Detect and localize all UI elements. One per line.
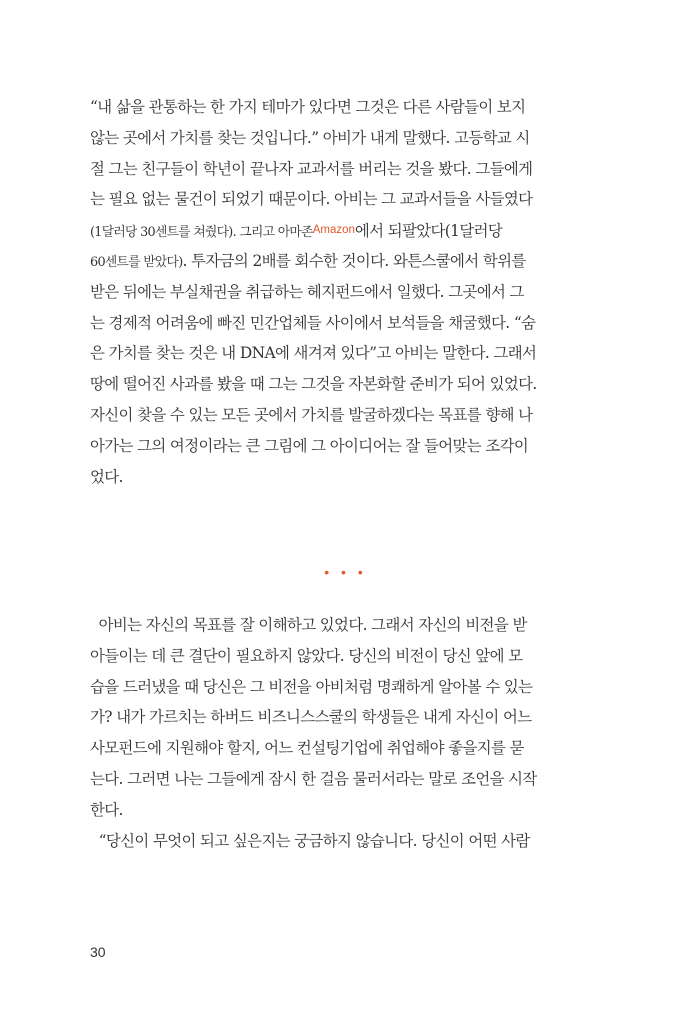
text-line-with-english-gloss xyxy=(90,215,553,246)
text-line: 받은 뒤에는 부실채권을 취급하는 헤지펀드에서 일했다. 그곳에서 그 xyxy=(90,282,524,301)
text-line: 는 경제적 어려움에 빠진 민간업체들 사이에서 보석들을 채굴했다. “숨 xyxy=(90,313,536,332)
text-line: 자신이 찾을 수 있는 모든 곳에서 가치를 발굴하겠다는 목표를 향해 나 xyxy=(90,405,533,424)
text-line: 사모펀드에 지원해야 할지, 어느 컨설팅기업에 취업해야 좋을지를 묻 xyxy=(90,739,524,758)
text-line: 아비는 자신의 목표를 잘 이해하고 있었다. 그래서 자신의 비전을 받 xyxy=(90,616,527,634)
text-line: 은 가치를 찾는 것은 내 DNA에 새겨져 있다”고 아비는 말한다. 그래서 xyxy=(90,344,537,363)
text-fragment: 에서 되팔았다(1달러당 xyxy=(354,222,503,241)
text-fragment: . 투자금의 2배를 회수한 것이다. 와튼스쿨에서 학위를 xyxy=(182,251,526,270)
section-divider: • • • xyxy=(324,564,367,580)
text-line: 땅에 떨어진 사과를 봤을 때 그는 그것을 자본화할 준비가 되어 있었다. xyxy=(90,375,537,394)
text-fragment: (1달러당 30센트를 쳐줬다). 그리고 아마존 xyxy=(90,225,313,241)
text-line: 절 그는 친구들이 학년이 끝나자 교과서를 버리는 것을 봤다. 그들에게 xyxy=(90,159,533,178)
text-line: 었다. xyxy=(90,467,123,486)
text-line xyxy=(90,246,553,277)
paragraph-section-2 xyxy=(90,610,553,856)
text-line: “내 삶을 관통하는 한 가지 테마가 있다면 그것은 다른 사람들이 보지 xyxy=(90,98,526,116)
text-line: 한다. xyxy=(90,800,123,819)
text-line: “당신이 무엇이 되고 싶은지는 궁금하지 않습니다. 당신이 어떤 사람 xyxy=(90,831,530,850)
text-line: 습을 드러냈을 때 당신은 그 비전을 아비처럼 명쾌하게 알아볼 수 있는 xyxy=(90,677,533,696)
text-line: 는다. 그러면 나는 그들에게 잠시 한 걸음 물러서라는 말로 조언을 시작 xyxy=(90,769,537,788)
text-line: 는 필요 없는 물건이 되었기 때문이다. 아비는 그 교과서들을 사들였다 xyxy=(90,190,533,209)
paragraph-section-1 xyxy=(90,92,553,492)
page-number: 30 xyxy=(90,944,106,960)
english-gloss-amazon: Amazon xyxy=(312,224,355,237)
text-line: 않는 곳에서 가치를 찾는 것입니다.” 아비가 내게 말했다. 고등학교 시 xyxy=(90,128,530,147)
text-line: 가? 내가 가르치는 하버드 비즈니스스쿨의 학생들은 내게 자신이 어느 xyxy=(90,708,532,727)
text-line: 아들이는 데 큰 결단이 필요하지 않았다. 당신의 비전이 당신 앞에 모 xyxy=(90,646,523,665)
text-line: 아가는 그의 여정이라는 큰 그림에 그 아이디어는 잘 들어맞는 조각이 xyxy=(90,436,529,455)
text-fragment: 60센트를 받았다) xyxy=(90,254,183,270)
